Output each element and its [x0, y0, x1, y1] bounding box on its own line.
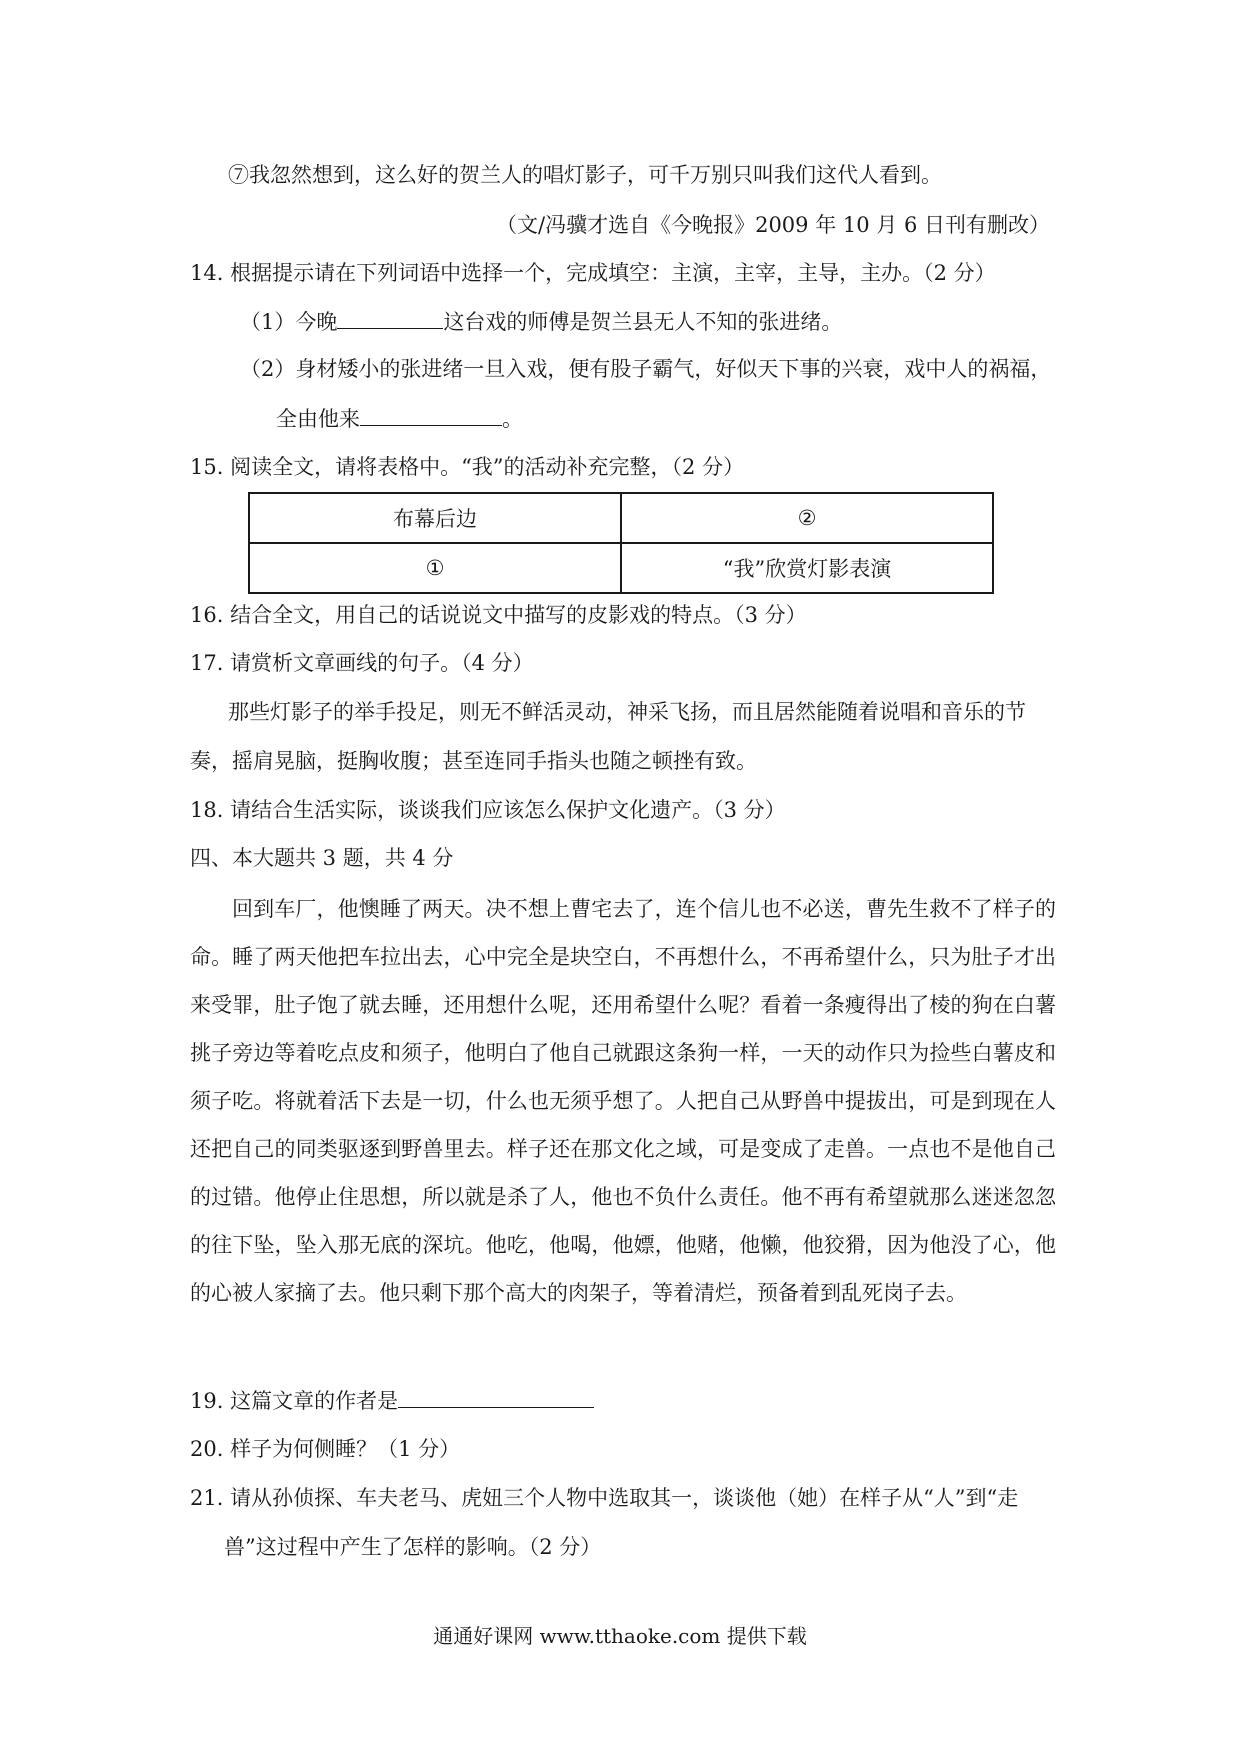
table-row: [249, 543, 993, 593]
section-4-heading: 四、本大题共 3 题，共 4 分: [190, 846, 454, 870]
q14-s2-before: 全由他来: [276, 407, 360, 431]
question-15: 15. 阅读全文，请将表格中。“我”的活动补充完整，（2 分）: [190, 455, 745, 479]
question-14-item-1: [240, 306, 842, 337]
q14-s1-after: 这台戏的师傅是贺兰县无人不知的张进绪。: [443, 310, 843, 334]
question-21-cont: 兽”这过程中产生了怎样的影响。（2 分）: [224, 1535, 602, 1559]
reading-passage: [190, 885, 1056, 1317]
question-14-item-2-cont: [276, 403, 523, 434]
q14-s2-after: 。: [502, 407, 523, 431]
question-14: 14. 根据提示请在下列词语中选择一个，完成填空：主演，主宰，主导，主办。（2 分）: [190, 261, 996, 285]
question-17: 17. 请赏析文章画线的句子。（4 分）: [190, 651, 534, 675]
question-19: [190, 1385, 594, 1416]
paragraph-7: ⑦我忽然想到，这么好的贺兰人的唱灯影子，可千万别只叫我们这代人看到。: [228, 163, 942, 187]
answer-blank-14-2[interactable]: [360, 403, 502, 426]
q19-stem: 19. 这篇文章的作者是: [190, 1389, 399, 1413]
question-18: 18. 请结合生活实际，谈谈我们应该怎么保护文化遗产。（3 分）: [190, 798, 786, 822]
question-20: 20. 样子为何侧睡？（1 分）: [190, 1437, 461, 1461]
table-cell: “我”欣赏灯影表演: [621, 543, 993, 593]
q17-quote-line-2: 奏，摇肩晃脑，挺胸收腹；甚至连同手指头也随之顿挫有致。: [190, 749, 757, 773]
q17-quote-line-1: 那些灯影子的举手投足，则无不鲜活灵动，神采飞扬，而且居然能随着说唱和音乐的节: [228, 700, 1026, 724]
table-cell[interactable]: ①: [249, 543, 621, 593]
passage-text: 回到车厂，他懊睡了两天。决不想上曹宅去了，连个信儿也不必送，曹先生救不了样子的命。睡了两天他把车拉出去，心中完全是块空白，不再想什么，不再希望什么，只为肚子才出来受罪，肚子饱了就去睡，还用想什么呢，还用希望什么呢？看着一条瘦得出了棱的狗在白薯挑子旁边等着吃点皮和须子，他明白了他自己就跟这条狗一样，一天的动作只为捡些白薯皮和须子吃。将就着活下去是一切，什么也无须乎想了。人把自己从野兽中提拔出，可是到现在人还把自己的同类驱逐到野兽里去。样子还在那文化之域，可是变成了走兽。一点也不是他自己的过错。他停止住思想，所以就是杀了人，他也不负什么责任。他不再有希望就那么迷迷忽忽的往下坠，坠入那无底的深坑。他吃，他喝，他嫖，他赌，他懒，他狡猾，因为他没了心，他的心被人家摘了去。他只剩下那个高大的肉架子，等着清烂，预备着到乱死岗子去。: [190, 897, 1056, 1305]
answer-blank-19[interactable]: [398, 1385, 594, 1408]
question-16: 16. 结合全文，用自己的话说说文中描写的皮影戏的特点。（3 分）: [190, 603, 807, 627]
q14-s1-before: （1）今晚: [240, 310, 338, 334]
answer-blank-14-1[interactable]: [337, 306, 443, 329]
source-citation: （文/冯骥才选自《今晚报》2009 年 10 月 6 日刊有删改）: [496, 213, 1050, 237]
table-cell: 布幕后边: [249, 493, 621, 543]
question-14-item-2: （2）身材矮小的张进绪一旦入戏，便有股子霸气，好似天下事的兴衰，戏中人的祸福，: [240, 357, 1052, 381]
page-footer: 通通好课网 www.tthaoke.com 提供下载: [433, 1624, 807, 1648]
question-21: 21. 请从孙侦探、车夫老马、虎妞三个人物中选取其一，谈谈他（她）在样子从“人”到“走: [190, 1486, 1019, 1510]
table-row: [249, 493, 993, 543]
activity-table: [248, 492, 994, 594]
table-cell[interactable]: ②: [621, 493, 993, 543]
